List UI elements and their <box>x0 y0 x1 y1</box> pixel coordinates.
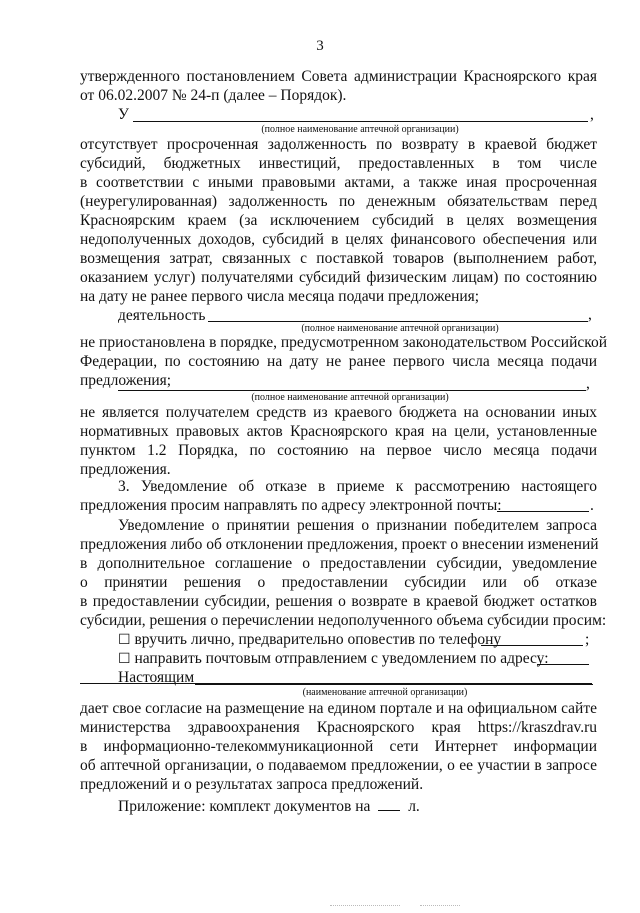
text-line: дает свое согласие на размещение на едином портале и на официальном сайте <box>80 700 597 717</box>
text-line: (неурегулированная) задолженность по денежным обязательствам перед <box>80 193 597 210</box>
pages-blank <box>378 796 400 811</box>
text-line: на дату не ранее первого числа месяца подачи предложения; <box>80 288 480 305</box>
email-blank <box>497 511 589 512</box>
text-line: Настоящим <box>118 669 195 686</box>
text-line: нормативных правовых актов Красноярского края на цели, установленные <box>80 423 597 440</box>
checkbox-icon: ☐ <box>118 651 131 667</box>
text-line: субсидии, решения о перечислении недополученного объема субсидии просим: <box>80 612 607 629</box>
semicolon: ; <box>585 631 590 648</box>
attachment-line <box>118 796 420 815</box>
text-line: не является получателем средств из краевого бюджета на основании иных <box>80 404 597 421</box>
text-line: предложения; <box>80 372 172 389</box>
text-line: о принятии решения о предоставлении субсидии или об отказе <box>80 574 597 591</box>
text-line: министерства здравоохранения Красноярского края https://kraszdrav.ru <box>80 719 597 736</box>
text-line: не приостановлена в порядке, предусмотренном законодательством Российской <box>80 334 608 351</box>
checkbox-icon: ☐ <box>118 632 131 648</box>
address-blank <box>537 664 589 665</box>
phone-blank <box>481 645 583 646</box>
text-line: оказанием услуг) получателями субсидий физическим лицам) по состоянию <box>80 269 597 286</box>
text-line: предложения просим направлять по адресу электронной почты: <box>80 497 502 514</box>
caption: (полное наименование аптечной организации) <box>301 323 499 334</box>
text-line: недополученных доходов, субсидий в целях финансового обеспечения или <box>80 231 597 248</box>
text-line: предложения. <box>80 461 171 478</box>
text-line: от 06.02.2007 № 24-п (далее – Порядок). <box>80 87 347 104</box>
delivery-option-in-person <box>118 630 502 649</box>
comma: , <box>588 306 592 323</box>
period: . <box>590 497 594 514</box>
text-line: отсутствует просроченная задолженность по возврату в краевой бюджет <box>80 136 597 153</box>
comma: , <box>586 375 590 392</box>
text-line: возмещения затрат, связанных с поставкой товаров (выполнением работ, <box>80 250 597 267</box>
text-line: предложения либо об отклонении предложения, проект о внесении изменений <box>80 536 599 553</box>
text-line: У <box>118 106 129 123</box>
option-label: вручить лично, предварительно оповестив по телефону <box>134 631 502 648</box>
text-line: утвержденного постановлением Совета администрации Красноярского края <box>80 68 597 85</box>
text-line: субсидий, бюджетных инвестиций, предоставленных в том числе <box>80 155 597 172</box>
scan-mark <box>330 905 400 906</box>
caption: (полное наименование аптечной организации) <box>251 392 449 403</box>
text-line: предложений и о результатах запроса предложений. <box>80 776 424 793</box>
text-line: пунктом 1.2 Порядка, по состоянию на первое число месяца подачи <box>80 442 597 459</box>
text-line: Уведомление о принятии решения о признании победителем запроса <box>118 517 597 534</box>
text-line: в дополнительное соглашение о предоставлении субсидии, уведомление <box>80 555 597 572</box>
caption: (полное наименование аптечной организации) <box>261 124 459 135</box>
delivery-option-post <box>118 649 549 668</box>
comma: , <box>590 106 594 123</box>
page-number: 3 <box>316 38 324 54</box>
attachment-label: Приложение: комплект документов на <box>118 798 371 815</box>
org-name-blank-1 <box>133 121 588 122</box>
text-line: Красноярским краем (за исключением субсидий в целях возмещения <box>80 212 597 229</box>
caption: (наименование аптечной организации) <box>302 687 468 698</box>
text-line: в соответствии с иными правовыми актами, а также иная просроченная <box>80 174 597 191</box>
attachment-suffix: л. <box>408 798 420 815</box>
text-line: в информационно-телекоммуникационной сети Интернет информации <box>80 738 597 755</box>
option-label: направить почтовым отправлением с уведомлением по адресу: <box>134 650 549 667</box>
text-line: Федерации, по состоянию на дату не ранее первого числа месяца подачи <box>80 353 597 370</box>
text-line: деятельность <box>118 307 206 324</box>
text-line: 3. Уведомление об отказе в приеме к рассмотрению настоящего <box>118 478 597 495</box>
text-line: об аптечной организации, о подаваемом предложении, о ее участии в запросе <box>80 757 597 774</box>
scan-mark <box>420 905 460 906</box>
org-name-blank-4 <box>195 684 593 685</box>
text-line: в предоставлении субсидии, решения о возврате в краевой бюджет остатков <box>80 593 597 610</box>
